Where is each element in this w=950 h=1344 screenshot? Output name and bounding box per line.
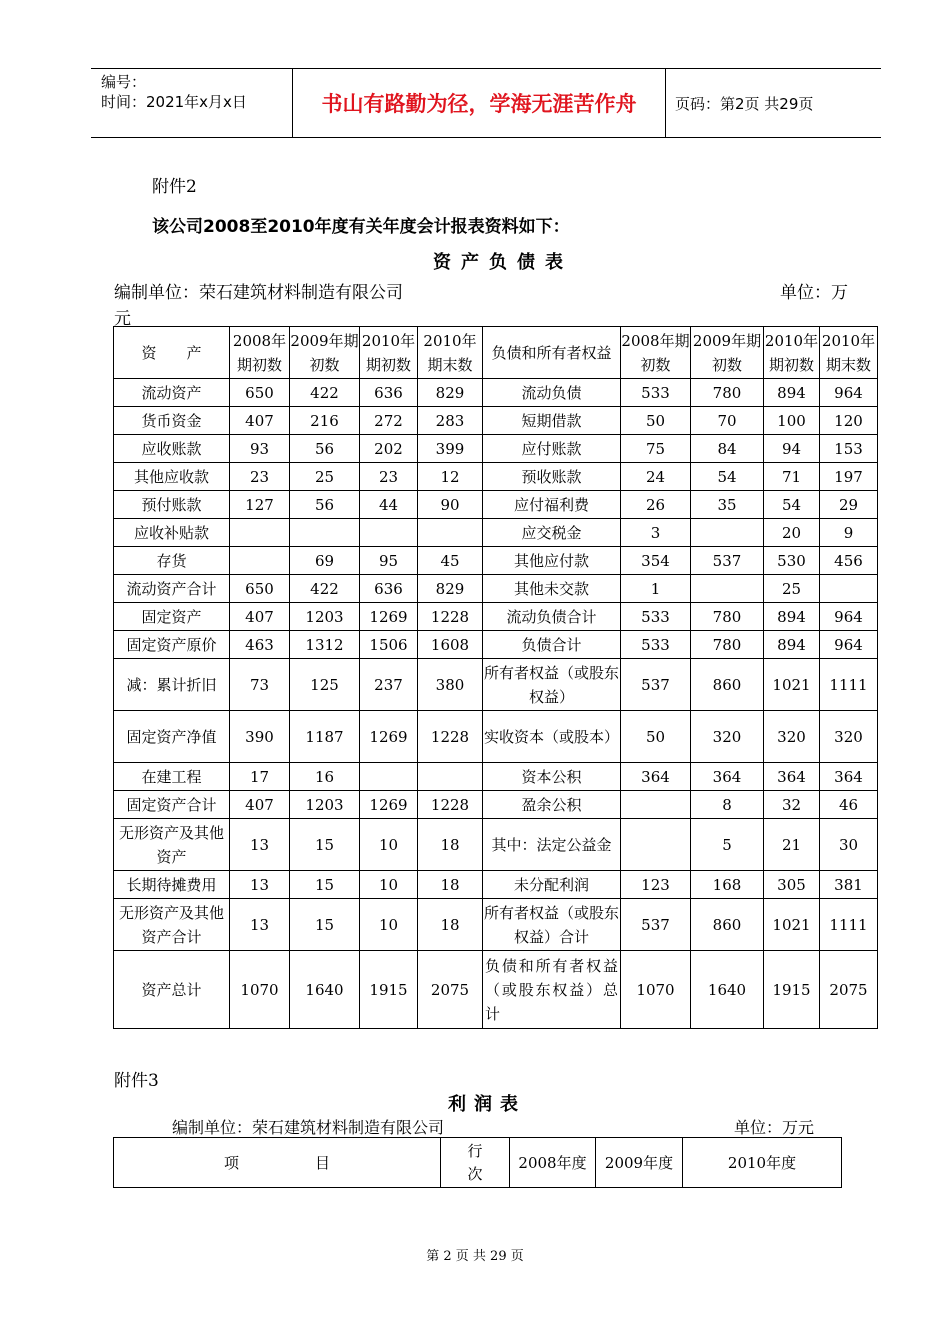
table-row [114, 791, 878, 819]
page-info: 页码：第2页 共29页 [675, 94, 814, 113]
balance-sheet-currency: 单位：万 [780, 283, 848, 303]
header-2010: 2010年度 [683, 1138, 842, 1188]
value-cell [360, 519, 418, 547]
value-cell: 26 [621, 491, 691, 519]
asset-label: 货币资金 [114, 407, 230, 435]
value-cell: 407 [230, 791, 290, 819]
value-cell [418, 519, 483, 547]
liability-label: 应付账款 [483, 435, 621, 463]
value-cell: 1111 [820, 899, 878, 951]
value-cell: 636 [360, 575, 418, 603]
table-row [114, 631, 878, 659]
liability-label: 预收账款 [483, 463, 621, 491]
value-cell: 93 [230, 435, 290, 463]
value-cell: 422 [290, 575, 360, 603]
value-cell: 168 [691, 871, 764, 899]
income-statement-table [113, 1137, 842, 1188]
value-cell: 1021 [764, 659, 820, 711]
value-cell: 964 [820, 631, 878, 659]
asset-label: 存货 [114, 547, 230, 575]
table-row [114, 463, 878, 491]
attachment-3-label: 附件3 [114, 1071, 159, 1091]
asset-label: 应收补贴款 [114, 519, 230, 547]
header-page-cell [666, 69, 881, 137]
value-cell: 216 [290, 407, 360, 435]
value-cell: 100 [764, 407, 820, 435]
value-cell [418, 763, 483, 791]
number-label: 编号： [101, 73, 147, 91]
value-cell [621, 819, 691, 871]
value-cell: 1 [621, 575, 691, 603]
value-cell: 456 [820, 547, 878, 575]
value-cell: 537 [621, 899, 691, 951]
value-cell: 23 [230, 463, 290, 491]
table-row [114, 871, 878, 899]
liability-label: 应付福利费 [483, 491, 621, 519]
value-cell: 70 [691, 407, 764, 435]
value-cell: 380 [418, 659, 483, 711]
value-cell: 964 [820, 603, 878, 631]
header-item-b: 目 [314, 1153, 330, 1172]
value-cell: 1608 [418, 631, 483, 659]
value-cell: 75 [621, 435, 691, 463]
asset-label: 减：累计折旧 [114, 659, 230, 711]
value-cell: 1269 [360, 711, 418, 763]
value-cell: 530 [764, 547, 820, 575]
value-cell: 44 [360, 491, 418, 519]
table-row [114, 951, 878, 1029]
income-statement-currency: 单位：万元 [734, 1118, 815, 1137]
value-cell: 1228 [418, 711, 483, 763]
balance-sheet-table [113, 326, 878, 1029]
value-cell: 1203 [290, 791, 360, 819]
balance-sheet-header-row [114, 327, 878, 379]
value-cell: 422 [290, 379, 360, 407]
value-cell: 25 [764, 575, 820, 603]
value-cell: 894 [764, 631, 820, 659]
header-2010-end-r: 2010年期末数 [820, 327, 878, 379]
asset-label: 固定资产净值 [114, 711, 230, 763]
value-cell: 1187 [290, 711, 360, 763]
table-row [114, 407, 878, 435]
value-cell [230, 547, 290, 575]
header-2008: 2008年度 [510, 1138, 596, 1188]
value-cell: 54 [691, 463, 764, 491]
asset-label: 流动资产 [114, 379, 230, 407]
value-cell: 2075 [820, 951, 878, 1029]
value-cell: 964 [820, 379, 878, 407]
value-cell: 46 [820, 791, 878, 819]
value-cell: 537 [691, 547, 764, 575]
value-cell: 32 [764, 791, 820, 819]
value-cell: 1203 [290, 603, 360, 631]
value-cell: 3 [621, 519, 691, 547]
table-row [114, 435, 878, 463]
value-cell: 120 [820, 407, 878, 435]
value-cell: 272 [360, 407, 418, 435]
header-asset: 资 产 [114, 327, 230, 379]
value-cell: 197 [820, 463, 878, 491]
value-cell: 127 [230, 491, 290, 519]
value-cell: 636 [360, 379, 418, 407]
value-cell: 84 [691, 435, 764, 463]
value-cell [621, 791, 691, 819]
value-cell [290, 519, 360, 547]
header-2009: 2009年度 [596, 1138, 683, 1188]
asset-label: 预付账款 [114, 491, 230, 519]
value-cell [691, 519, 764, 547]
table-row [114, 603, 878, 631]
value-cell: 71 [764, 463, 820, 491]
value-cell: 1312 [290, 631, 360, 659]
value-cell: 283 [418, 407, 483, 435]
value-cell: 1269 [360, 791, 418, 819]
value-cell: 894 [764, 603, 820, 631]
header-2008-begin-r: 2008年期初数 [621, 327, 691, 379]
value-cell: 202 [360, 435, 418, 463]
asset-label: 流动资产合计 [114, 575, 230, 603]
value-cell: 15 [290, 899, 360, 951]
liability-label: 其他应付款 [483, 547, 621, 575]
value-cell: 305 [764, 871, 820, 899]
intro-text: 该公司2008至2010年度有关年度会计报表资料如下： [152, 217, 570, 237]
table-row [114, 575, 878, 603]
balance-sheet-unit: 编制单位：荣石建筑材料制造有限公司 [114, 283, 403, 303]
table-row [114, 711, 878, 763]
header-item [114, 1138, 441, 1188]
value-cell: 364 [764, 763, 820, 791]
value-cell: 320 [820, 711, 878, 763]
value-cell: 29 [820, 491, 878, 519]
value-cell: 390 [230, 711, 290, 763]
value-cell [820, 575, 878, 603]
asset-label: 固定资产原价 [114, 631, 230, 659]
balance-sheet-currency-cont: 元 [114, 309, 131, 329]
value-cell: 10 [360, 819, 418, 871]
value-cell: 69 [290, 547, 360, 575]
value-cell: 30 [820, 819, 878, 871]
value-cell: 18 [418, 871, 483, 899]
value-cell: 407 [230, 407, 290, 435]
balance-sheet-body [114, 379, 878, 1029]
header-item-a: 项 [224, 1153, 240, 1172]
liability-label: 盈余公积 [483, 791, 621, 819]
value-cell: 18 [418, 899, 483, 951]
header-meta [91, 69, 293, 137]
value-cell: 533 [621, 603, 691, 631]
value-cell: 50 [621, 407, 691, 435]
value-cell: 45 [418, 547, 483, 575]
value-cell: 650 [230, 575, 290, 603]
value-cell: 2075 [418, 951, 483, 1029]
value-cell [230, 519, 290, 547]
value-cell: 73 [230, 659, 290, 711]
asset-label: 固定资产 [114, 603, 230, 631]
value-cell [691, 575, 764, 603]
value-cell: 829 [418, 379, 483, 407]
time-label: 时间：2021年x月x日 [101, 93, 247, 111]
header-2009-begin-r: 2009年期初数 [691, 327, 764, 379]
value-cell: 5 [691, 819, 764, 871]
value-cell: 780 [691, 603, 764, 631]
value-cell: 13 [230, 819, 290, 871]
value-cell: 56 [290, 435, 360, 463]
table-row [114, 819, 878, 871]
income-statement-header-row [114, 1138, 842, 1188]
value-cell: 399 [418, 435, 483, 463]
value-cell: 9 [820, 519, 878, 547]
liability-label: 负债和所有者权益（或股东权益）总计 [483, 951, 621, 1029]
value-cell: 21 [764, 819, 820, 871]
header-motto-cell [293, 69, 666, 137]
value-cell: 54 [764, 491, 820, 519]
header-line-no: 行次 [441, 1138, 510, 1188]
value-cell: 354 [621, 547, 691, 575]
value-cell: 15 [290, 871, 360, 899]
value-cell: 1111 [820, 659, 878, 711]
value-cell: 1228 [418, 791, 483, 819]
value-cell: 94 [764, 435, 820, 463]
value-cell: 780 [691, 379, 764, 407]
value-cell: 237 [360, 659, 418, 711]
value-cell: 1269 [360, 603, 418, 631]
header-2008-begin: 2008年期初数 [230, 327, 290, 379]
asset-label: 应收账款 [114, 435, 230, 463]
liability-label: 流动负债合计 [483, 603, 621, 631]
table-row [114, 379, 878, 407]
value-cell: 1070 [230, 951, 290, 1029]
page-footer: 第 2 页 共 29 页 [426, 1249, 524, 1264]
liability-label: 未分配利润 [483, 871, 621, 899]
value-cell: 1228 [418, 603, 483, 631]
value-cell: 320 [691, 711, 764, 763]
value-cell: 364 [691, 763, 764, 791]
value-cell: 8 [691, 791, 764, 819]
asset-label: 固定资产合计 [114, 791, 230, 819]
value-cell: 12 [418, 463, 483, 491]
value-cell: 90 [418, 491, 483, 519]
asset-label: 资产总计 [114, 951, 230, 1029]
value-cell: 123 [621, 871, 691, 899]
value-cell: 463 [230, 631, 290, 659]
header-2010-begin: 2010年期初数 [360, 327, 418, 379]
asset-label: 长期待摊费用 [114, 871, 230, 899]
value-cell: 125 [290, 659, 360, 711]
value-cell: 533 [621, 379, 691, 407]
liability-label: 负债合计 [483, 631, 621, 659]
value-cell: 1915 [360, 951, 418, 1029]
motto: 书山有路勤为径，学海无涯苦作舟 [321, 92, 637, 116]
asset-label: 无形资产及其他资产 [114, 819, 230, 871]
value-cell: 320 [764, 711, 820, 763]
value-cell: 18 [418, 819, 483, 871]
value-cell: 95 [360, 547, 418, 575]
header-2010-begin-r: 2010年期初数 [764, 327, 820, 379]
balance-sheet-title: 资产负债表 [433, 252, 573, 273]
document-header [91, 68, 881, 138]
value-cell: 650 [230, 379, 290, 407]
value-cell: 16 [290, 763, 360, 791]
value-cell: 537 [621, 659, 691, 711]
value-cell: 10 [360, 899, 418, 951]
liability-label: 实收资本（或股本） [483, 711, 621, 763]
table-row [114, 547, 878, 575]
value-cell: 1640 [691, 951, 764, 1029]
income-statement-unit: 编制单位：荣石建筑材料制造有限公司 [172, 1118, 445, 1137]
value-cell: 20 [764, 519, 820, 547]
value-cell: 1640 [290, 951, 360, 1029]
value-cell: 50 [621, 711, 691, 763]
liability-label: 其中：法定公益金 [483, 819, 621, 871]
table-row [114, 659, 878, 711]
table-row [114, 763, 878, 791]
attachment-2-label: 附件2 [152, 177, 197, 197]
header-2009-begin: 2009年期初数 [290, 327, 360, 379]
value-cell: 364 [820, 763, 878, 791]
value-cell: 894 [764, 379, 820, 407]
value-cell: 364 [621, 763, 691, 791]
value-cell: 381 [820, 871, 878, 899]
value-cell: 1915 [764, 951, 820, 1029]
value-cell: 533 [621, 631, 691, 659]
value-cell: 56 [290, 491, 360, 519]
value-cell: 407 [230, 603, 290, 631]
header-liability: 负债和所有者权益 [483, 327, 621, 379]
value-cell: 17 [230, 763, 290, 791]
value-cell: 13 [230, 899, 290, 951]
value-cell: 829 [418, 575, 483, 603]
value-cell [360, 763, 418, 791]
value-cell: 1021 [764, 899, 820, 951]
liability-label: 其他未交款 [483, 575, 621, 603]
value-cell: 10 [360, 871, 418, 899]
table-row [114, 899, 878, 951]
value-cell: 780 [691, 631, 764, 659]
liability-label: 所有者权益（或股东权益）合计 [483, 899, 621, 951]
header-2010-end: 2010年期末数 [418, 327, 483, 379]
liability-label: 资本公积 [483, 763, 621, 791]
liability-label: 流动负债 [483, 379, 621, 407]
table-row [114, 491, 878, 519]
income-statement-title: 利润表 [448, 1094, 526, 1115]
value-cell: 153 [820, 435, 878, 463]
value-cell: 15 [290, 819, 360, 871]
asset-label: 其他应收款 [114, 463, 230, 491]
liability-label: 所有者权益（或股东权益） [483, 659, 621, 711]
value-cell: 860 [691, 659, 764, 711]
value-cell: 1506 [360, 631, 418, 659]
liability-label: 短期借款 [483, 407, 621, 435]
value-cell: 25 [290, 463, 360, 491]
value-cell: 23 [360, 463, 418, 491]
value-cell: 24 [621, 463, 691, 491]
liability-label: 应交税金 [483, 519, 621, 547]
asset-label: 在建工程 [114, 763, 230, 791]
value-cell: 1070 [621, 951, 691, 1029]
value-cell: 860 [691, 899, 764, 951]
value-cell: 13 [230, 871, 290, 899]
asset-label: 无形资产及其他资产合计 [114, 899, 230, 951]
value-cell: 35 [691, 491, 764, 519]
table-row [114, 519, 878, 547]
